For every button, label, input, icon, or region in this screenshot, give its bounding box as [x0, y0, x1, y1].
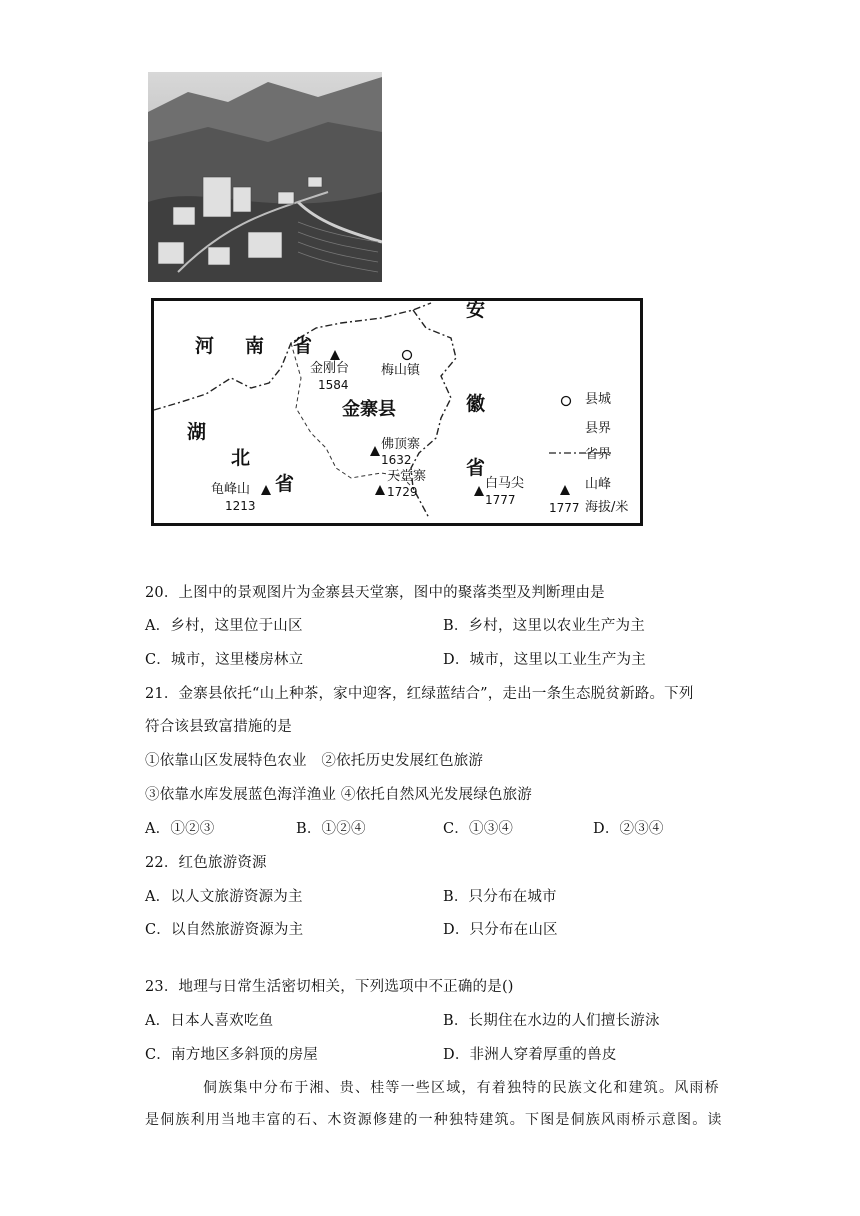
- henan-char-2: 南: [245, 335, 265, 357]
- q21-option-d: D．②③④: [593, 821, 664, 837]
- peak-name-jingangtai: 金刚台: [310, 361, 350, 376]
- anhui-char-3: 省: [466, 457, 486, 479]
- legend-peak-sample: 1777: [549, 501, 580, 515]
- q20-option-d: D．城市，这里以工业生产为主: [443, 652, 646, 668]
- hubei-char-1: 湖: [187, 421, 207, 443]
- peak-elev-tiantangzhai: 1729: [387, 485, 418, 499]
- legend-province-border: 省界: [585, 447, 612, 462]
- q20-stem: 20．上图中的景观图片为金寨县天堂寨，图中的聚落类型及判断理由是: [145, 585, 605, 601]
- q23-option-b: B．长期住在水边的人们擅长游泳: [443, 1013, 660, 1029]
- q21-stem-line2: 符合该县致富措施的是: [145, 719, 292, 735]
- peak-elev-fodingzhai: 1632: [381, 453, 412, 467]
- q22-stem: 22．红色旅游资源: [145, 855, 267, 871]
- anhui-char-1: 安: [466, 299, 486, 321]
- legend-county-seat: 县城: [585, 392, 612, 407]
- q20-option-c: C．城市，这里楼房林立: [145, 652, 304, 668]
- county-label: 金寨县: [342, 399, 396, 420]
- legend-county-border: 县界: [585, 421, 612, 436]
- q23-option-a: A．日本人喜欢吃鱼: [145, 1013, 274, 1029]
- q21-option-b: B．①②④: [296, 821, 366, 837]
- peak-name-tiantangzhai: 天堂寨: [387, 469, 427, 484]
- peak-elev-guifengshan: 1213: [225, 499, 256, 513]
- q23-option-c: C．南方地区多斜顶的房屋: [145, 1047, 318, 1063]
- peak-elev-baimajian: 1777: [485, 493, 516, 507]
- hubei-char-2: 北: [231, 447, 251, 469]
- passage-line-2: 是侗族利用当地丰富的石、木资源修建的一种独特建筑。下图是侗族风雨桥示意图。读: [145, 1112, 723, 1128]
- hubei-char-3: 省: [275, 473, 295, 495]
- peak-name-guifengshan: 龟峰山: [211, 482, 251, 497]
- landscape-photo: [148, 72, 382, 282]
- q21-statements-2: ③依靠水库发展蓝色海洋渔业 ④依托自然风光发展绿色旅游: [145, 787, 533, 803]
- location-map: [151, 298, 643, 526]
- q22-option-c: C．以自然旅游资源为主: [145, 922, 304, 938]
- q20-option-b: B．乡村，这里以农业生产为主: [443, 618, 645, 634]
- q21-option-c: C．①③④: [443, 821, 514, 837]
- q23-option-d: D．非洲人穿着厚重的兽皮: [443, 1047, 617, 1063]
- q21-option-a: A．①②③: [145, 821, 215, 837]
- peak-name-fodingzhai: 佛顶寨: [381, 437, 421, 452]
- q21-statements-1: ①依靠山区发展特色农业 ②依托历史发展红色旅游: [145, 753, 484, 769]
- henan-char-1: 河: [195, 335, 215, 357]
- q22-option-a: A．以人文旅游资源为主: [145, 889, 303, 905]
- q23-stem: 23．地理与日常生活密切相关，下列选项中不正确的是(): [145, 979, 514, 995]
- legend-peak: 山峰: [585, 477, 612, 492]
- q21-stem-line1: 21．金寨县依托“山上种茶，家中迎客，红绿蓝结合”，走出一条生态脱贫新路。下列: [145, 686, 694, 702]
- anhui-char-2: 徽: [466, 393, 486, 415]
- henan-char-3: 省: [293, 335, 313, 357]
- passage-line-1: 侗族集中分布于湘、贵、桂等一些区域，有着独特的民族文化和建筑。风雨桥: [203, 1080, 720, 1096]
- legend-unit: 海拔/米: [585, 500, 629, 515]
- town-label: 梅山镇: [381, 363, 421, 378]
- q20-option-a: A．乡村，这里位于山区: [145, 618, 303, 634]
- peak-name-baimajian: 白马尖: [485, 476, 525, 491]
- q22-option-b: B．只分布在城市: [443, 889, 557, 905]
- peak-elev-jingangtai: 1584: [318, 378, 349, 392]
- q22-option-d: D．只分布在山区: [443, 922, 558, 938]
